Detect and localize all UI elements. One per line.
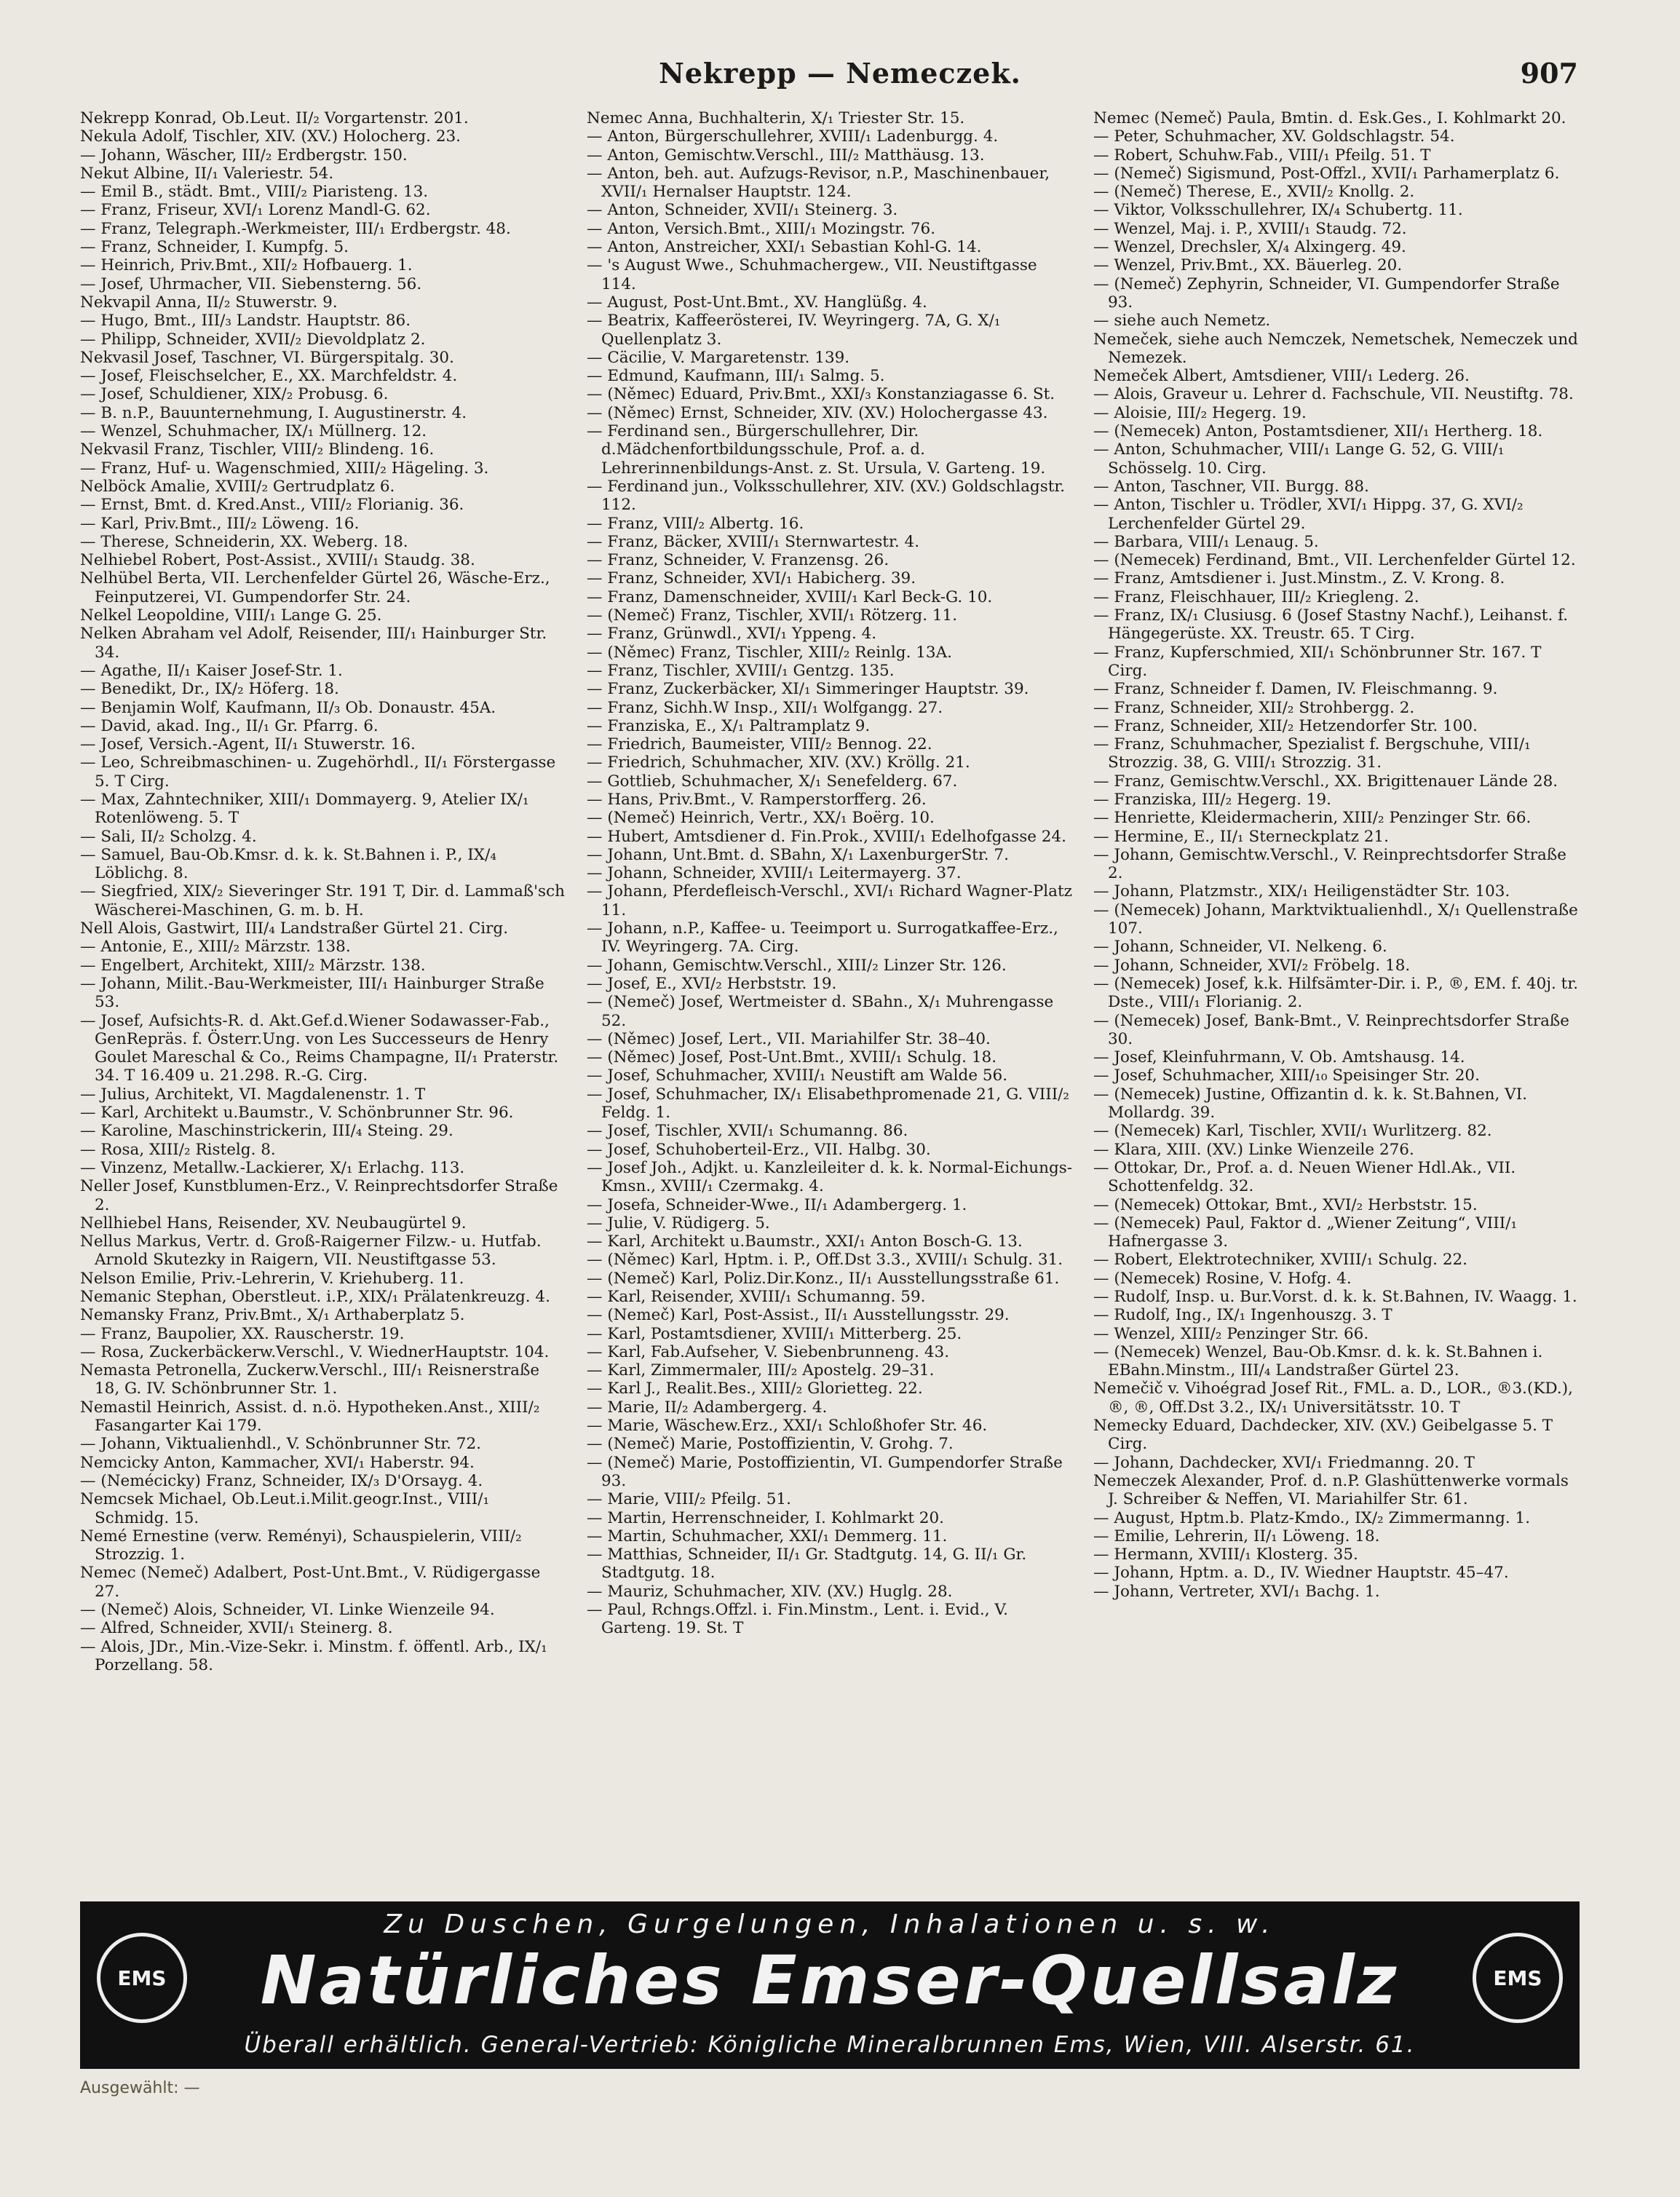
- directory-entry[interactable]: Nemeček, siehe auch Nemczek, Nemetschek, Nemeczek und Nemezek.: [1093, 330, 1578, 367]
- directory-entry[interactable]: — Anton, Schneider, XVII/₁ Steinerg. 3.: [587, 201, 898, 220]
- directory-entry[interactable]: — Mauriz, Schuhmacher, XIV. (XV.) Huglg. 28.: [587, 1582, 953, 1601]
- directory-entry[interactable]: — Robert, Elektrotechniker, XVIII/₁ Schulg. 22.: [1093, 1251, 1468, 1270]
- ad-footer: Überall erhältlich. General-Vertrieb: Königliche Mineralbrunnen Ems, Wien, VIII. Alserstr. 61.: [244, 2032, 1416, 2058]
- directory-entry[interactable]: — Wenzel, XIII/₂ Penzinger Str. 66.: [1093, 1324, 1369, 1343]
- directory-entry[interactable]: — Anton, beh. aut. Aufzugs-Revisor, n.P., Maschinenbauer, XVII/₁ Hernalser Hauptstr. 124.: [587, 164, 1050, 202]
- directory-entry[interactable]: — Johann, Hptm. a. D., IV. Wiedner Hauptstr. 45–47.: [1093, 1564, 1509, 1583]
- directory-entry[interactable]: Nell Alois, Gastwirt, III/₄ Landstraßer Gürtel 21. Cirg.: [80, 919, 509, 938]
- directory-entry[interactable]: Nekvasil Franz, Tischler, VIII/₂ Blindeng. 16.: [80, 440, 435, 459]
- directory-entry[interactable]: — Benjamin Wolf, Kaufmann, II/₃ Ob. Donaustr. 45A.: [80, 698, 496, 717]
- directory-entry[interactable]: Nemastil Heinrich, Assist. d. n.ö. Hypotheken.Anst., XIII/₂ Fasangarter Kai 179.: [80, 1398, 540, 1436]
- directory-entry[interactable]: — Johann, Gemischtw.Verschl., V. Reinprechtsdorfer Straße 2.: [1093, 845, 1566, 883]
- directory-entry[interactable]: — Anton, Anstreicher, XXI/₁ Sebastian Kohl-G. 14.: [587, 238, 982, 257]
- directory-entry[interactable]: — Siegfried, XIX/₂ Sieveringer Str. 191 T, Dir. d. Lammaß'sch Wäscherei-Maschinen, G. m. b. H.: [80, 882, 565, 919]
- directory-entry[interactable]: Nelkel Leopoldine, VIII/₁ Lange G. 25.: [80, 606, 382, 625]
- directory-entry[interactable]: Nemcsek Michael, Ob.Leut.i.Milit.geogr.Inst., VIII/₁ Schmidg. 15.: [80, 1490, 490, 1527]
- directory-entry[interactable]: Nemečič v. Vihoégrad Josef Rit., FML. a. D., LOR., ®3.(KD.), ®, ®, Off.Dst 3.2., IX/₁ Universitätsstr. 10. T: [1093, 1379, 1573, 1417]
- directory-entry[interactable]: — Anton, Bürgerschullehrer, XVIII/₁ Ladenburgg. 4.: [587, 127, 999, 146]
- directory-entry[interactable]: — Franz, Schneider, V. Franzensg. 26.: [587, 551, 889, 570]
- directory-entry[interactable]: — Rosa, XIII/₂ Ristelg. 8.: [80, 1140, 276, 1159]
- directory-entry[interactable]: — Alfred, Schneider, XVII/₁ Steinerg. 8.: [80, 1619, 393, 1638]
- directory-entry[interactable]: — Anton, Taschner, VII. Burgg. 88.: [1093, 477, 1369, 496]
- directory-entry[interactable]: — Martin, Herrenschneider, I. Kohlmarkt 20.: [587, 1508, 945, 1527]
- directory-entry[interactable]: — (Nemecek) Paul, Faktor d. „Wiener Zeitung“, VIII/₁ Hafnergasse 3.: [1093, 1214, 1518, 1251]
- ad-tagline: Zu Duschen, Gurgelungen, Inhalationen u. s. w.: [384, 1909, 1276, 1939]
- directory-column-2: [587, 109, 1073, 1885]
- directory-entry[interactable]: — Karl, Architekt u.Baumstr., XXI/₁ Anton Bosch-G. 13.: [587, 1232, 1023, 1251]
- directory-entry[interactable]: — Franz, Telegraph.-Werkmeister, III/₁ Erdbergstr. 48.: [80, 219, 511, 238]
- directory-entry[interactable]: — Samuel, Bau-Ob.Kmsr. d. k. k. St.Bahnen i. P., IX/₄ Löblichg. 8.: [80, 845, 496, 883]
- directory-entry[interactable]: — (Nemeč) Karl, Poliz.Dir.Konz., II/₁ Ausstellungsstraße 61.: [587, 1269, 1060, 1288]
- directory-entry[interactable]: — (Nemecek) Justine, Offizantin d. k. k. St.Bahnen, VI. Mollardg. 39.: [1093, 1085, 1528, 1123]
- directory-entry[interactable]: — Hans, Priv.Bmt., V. Ramperstorfferg. 26.: [587, 790, 927, 809]
- directory-entry[interactable]: — Josef, Versich.-Agent, II/₁ Stuwerstr. 16.: [80, 735, 416, 754]
- directory-entry[interactable]: — Franziska, E., X/₁ Paltramplatz 9.: [587, 716, 871, 735]
- directory-entry[interactable]: — Johann, Platzmstr., XIX/₁ Heiligenstädter Str. 103.: [1093, 882, 1510, 901]
- directory-entry[interactable]: — Marie, II/₂ Adambergerg. 4.: [587, 1398, 828, 1417]
- directory-entry[interactable]: — (Nemeč) Karl, Post-Assist., II/₁ Ausstellungsstr. 29.: [587, 1306, 1010, 1325]
- directory-entry[interactable]: — 's August Wwe., Schuhmachergew., VII. Neustiftgasse 114.: [587, 256, 1037, 293]
- directory-entry[interactable]: — Ferdinand sen., Bürgerschullehrer, Dir. d.Mädchenfortbildungsschule, Prof. a. d. Lehrerinnenbildungs-Anst. z. St. Ursula, V. Garteng. 19.: [587, 422, 1046, 478]
- directory-entry[interactable]: — Josefa, Schneider-Wwe., II/₁ Adambergerg. 1.: [587, 1195, 967, 1214]
- directory-entry[interactable]: — Josef, E., XVI/₂ Herbststr. 19.: [587, 974, 837, 993]
- ems-seal-left: EMS: [97, 1933, 187, 2023]
- directory-entry[interactable]: — Karl, Fab.Aufseher, V. Siebenbrunneng. 43.: [587, 1342, 950, 1361]
- directory-entry[interactable]: — Sali, II/₂ Scholzg. 4.: [80, 827, 257, 846]
- directory-entry[interactable]: — Franz, Fleischhauer, III/₂ Kriegleng. 2.: [1093, 587, 1419, 606]
- selection-label: Ausgewählt:: [80, 2079, 179, 2097]
- directory-entry[interactable]: — Viktor, Volksschullehrer, IX/₄ Schubertg. 11.: [1093, 201, 1463, 220]
- directory-entry[interactable]: Nellus Markus, Vertr. d. Groß-Raigerner Filzw.- u. Hutfab. Arnold Skutezky in Raigern, VII. Neustiftgasse 53.: [80, 1232, 542, 1270]
- directory-entry[interactable]: — Philipp, Schneider, XVII/₂ Dievoldplatz 2.: [80, 330, 426, 349]
- directory-entry[interactable]: — Matthias, Schneider, II/₁ Gr. Stadtgutg. 14, G. II/₁ Gr. Stadtgutg. 18.: [587, 1545, 1027, 1583]
- directory-entry[interactable]: — Karl, Priv.Bmt., III/₂ Löweng. 16.: [80, 514, 360, 533]
- directory-entry[interactable]: — August, Hptm.b. Platz-Kmdo., IX/₂ Zimmermanng. 1.: [1093, 1508, 1531, 1527]
- directory-entry[interactable]: — (Nemeč) Josef, Wertmeister d. SBahn., X/₁ Muhrengasse 52.: [587, 993, 1054, 1030]
- directory-entry[interactable]: — Johann, Schneider, XVIII/₁ Leitermayerg. 37.: [587, 864, 962, 883]
- directory-entry[interactable]: — Emil B., städt. Bmt., VIII/₂ Piaristeng. 13.: [80, 183, 429, 202]
- directory-entry[interactable]: Nekvapil Anna, II/₂ Stuwerstr. 9.: [80, 293, 338, 312]
- directory-entry[interactable]: — Franz, Schneider, I. Kumpfg. 5.: [80, 238, 349, 257]
- directory-entry[interactable]: — Peter, Schuhmacher, XV. Goldschlagstr. 54.: [1093, 127, 1455, 146]
- directory-entry[interactable]: — (Nemecek) Josef, k.k. Hilfsämter-Dir. i. P., ®, EM. f. 40j. tr. Dste., VIII/₁ Florianig. 2.: [1093, 974, 1579, 1012]
- page-header: [0, 57, 1680, 108]
- selection-status: [80, 2079, 1580, 2105]
- directory-entry[interactable]: — Johann, Viktualienhdl., V. Schönbrunner Str. 72.: [80, 1435, 482, 1454]
- directory-entry[interactable]: — Johann, Milit.-Bau-Werkmeister, III/₁ Hainburger Straße 53.: [80, 974, 544, 1012]
- directory-entry[interactable]: — Franz, Grünwdl., XVI/₁ Yppeng. 4.: [587, 625, 877, 644]
- directory-entry[interactable]: — Josef Joh., Adjkt. u. Kanzleileiter d. k. k. Normal-Eichungs-Kmsn., XVIII/₁ Czermakg. 4.: [587, 1158, 1073, 1196]
- directory-entry[interactable]: — Johann, Gemischtw.Verschl., XIII/₂ Linzer Str. 126.: [587, 956, 1007, 975]
- directory-entry[interactable]: — Julius, Architekt, VI. Magdalenenstr. 1. T: [80, 1085, 426, 1104]
- directory-entry[interactable]: — Karoline, Maschinstrickerin, III/₄ Steing. 29.: [80, 1122, 453, 1141]
- selection-value: —: [183, 2079, 200, 2097]
- directory-entry[interactable]: — Paul, Rchngs.Offzl. i. Fin.Minstm., Lent. i. Evid., V. Garteng. 19. St. T: [587, 1601, 1008, 1638]
- directory-entry[interactable]: — (Němec) Ernst, Schneider, XIV. (XV.) Holochergasse 43.: [587, 403, 1048, 422]
- directory-entry[interactable]: — Engelbert, Architekt, XIII/₂ Märzstr. 138.: [80, 956, 426, 975]
- directory-entry[interactable]: — Josef, Schuhmacher, XVIII/₁ Neustift am Walde 56.: [587, 1066, 1008, 1085]
- directory-entry[interactable]: — Marie, VIII/₂ Pfeilg. 51.: [587, 1490, 791, 1509]
- directory-entry[interactable]: Nelken Abraham vel Adolf, Reisender, III/₁ Hainburger Str. 34.: [80, 625, 547, 662]
- directory-entry[interactable]: — Aloisie, III/₂ Hegerg. 19.: [1093, 403, 1307, 422]
- directory-entry[interactable]: — Johann, Pferdefleisch-Verschl., XVI/₁ Richard Wagner-Platz 11.: [587, 882, 1072, 919]
- directory-entry[interactable]: — Cäcilie, V. Margaretenstr. 139.: [587, 348, 850, 367]
- directory-entry[interactable]: — Josef, Aufsichts-R. d. Akt.Gef.d.Wiener Sodawasser-Fab., GenRepräs. f. Österr.Ung. von Les Successeurs de Henry Goulet Mareschal & Co., Reims Champagne, II/₁ Praterstr. 34. T 16.409 u. 21.298. R.-G. Cirg.: [80, 1011, 559, 1085]
- directory-entry[interactable]: Nekula Adolf, Tischler, XIV. (XV.) Holocherg. 23.: [80, 127, 461, 146]
- directory-entry[interactable]: Nellhiebel Hans, Reisender, XV. Neubaugürtel 9.: [80, 1214, 467, 1232]
- directory-column-1: [80, 109, 566, 1885]
- directory-entry[interactable]: — (Nemecek) Wenzel, Bau-Ob.Kmsr. d. k. k. St.Bahnen i. EBahn.Minstm., III/₄ Landstraßer Gürtel 23.: [1093, 1342, 1543, 1380]
- directory-entry[interactable]: — Josef, Schuldiener, XIX/₂ Probusg. 6.: [80, 385, 389, 404]
- directory-entry[interactable]: Nemasta Petronella, Zuckerw.Verschl., III/₁ Reisnerstraße 18, G. IV. Schönbrunner Str. 1.: [80, 1361, 540, 1398]
- directory-entry[interactable]: — (Nemeč) Zephyrin, Schneider, VI. Gumpendorfer Straße 93.: [1093, 274, 1560, 312]
- directory-entry[interactable]: Nelhiebel Robert, Post-Assist., XVIII/₁ Staudg. 38.: [80, 551, 475, 570]
- directory-entry[interactable]: — (Němec) Eduard, Priv.Bmt., XXI/₃ Konstanziagasse 6. St.: [587, 385, 1055, 404]
- directory-entry[interactable]: Nelböck Amalie, XVIII/₂ Gertrudplatz 6.: [80, 477, 395, 496]
- directory-entry[interactable]: — Wenzel, Maj. i. P., XVIII/₁ Staudg. 72.: [1093, 219, 1407, 238]
- directory-entry[interactable]: — Franz, Baupolier, XX. Rauscherstr. 19.: [80, 1324, 405, 1343]
- directory-entry[interactable]: — Franz, Schneider, XII/₂ Strohbergg. 2.: [1093, 698, 1415, 717]
- directory-column-3: [1093, 109, 1580, 1885]
- directory-entry[interactable]: — Anton, Tischler u. Trödler, XVI/₁ Hippg. 37, G. XVI/₂ Lerchenfelder Gürtel 29.: [1093, 496, 1524, 533]
- directory-entry[interactable]: — (Nemecek) Rosine, V. Hofg. 4.: [1093, 1269, 1352, 1288]
- directory-entry[interactable]: — August, Post-Unt.Bmt., XV. Hanglüßg. 4.: [587, 293, 927, 312]
- directory-entry[interactable]: — (Nemeč) Heinrich, Vertr., XX/₁ Bоёrg. 10.: [587, 809, 935, 828]
- directory-entry[interactable]: — Johann, Unt.Bmt. d. SBahn, X/₁ LaxenburgerStr. 7.: [587, 845, 1009, 864]
- directory-entry[interactable]: — Alois, JDr., Min.-Vize-Sekr. i. Minstm. f. öffentl. Arb., IX/₁ Porzellang. 58.: [80, 1637, 547, 1674]
- directory-entry[interactable]: — (Nemeč) Sigismund, Post-Offzl., XVII/₁ Parhamerplatz 6.: [1093, 164, 1560, 183]
- directory-entry[interactable]: — (Nemecek) Johann, Marktviktualienhdl., X/₁ Quellenstraße 107.: [1093, 900, 1578, 938]
- directory-entry[interactable]: — (Němec) Josef, Lert., VII. Mariahilfer Str. 38–40.: [587, 1029, 991, 1048]
- directory-entry[interactable]: — Josef, Schuhoberteil-Erz., VII. Halbg. 30.: [587, 1140, 931, 1159]
- directory-entry[interactable]: — Heinrich, Priv.Bmt., XII/₂ Hofbauerg. 1.: [80, 256, 413, 275]
- directory-entry[interactable]: Nemec (Nemeč) Paula, Bmtin. d. Esk.Ges., I. Kohlmarkt 20.: [1093, 109, 1566, 127]
- directory-entry[interactable]: — Gottlieb, Schuhmacher, X/₁ Senefelderg. 67.: [587, 772, 958, 791]
- directory-entry[interactable]: — Max, Zahntechniker, XIII/₁ Dommayerg. 9, Atelier IX/₁ Rotenlöweng. 5. T: [80, 790, 529, 828]
- directory-entry[interactable]: — Rosa, Zuckerbäckerw.Verschl., V. WiednerHauptstr. 104.: [80, 1342, 550, 1361]
- directory-entry[interactable]: — Karl, Reisender, XVIII/₁ Schumanng. 59.: [587, 1288, 926, 1306]
- directory-entry[interactable]: — Josef, Schuhmacher, XIII/₁₀ Speisinger Str. 20.: [1093, 1066, 1480, 1085]
- directory-entry[interactable]: — Johann, Dachdecker, XVI/₁ Friedmanng. 20. T: [1093, 1453, 1475, 1472]
- directory-entry[interactable]: — Josef, Schuhmacher, IX/₁ Elisabethpromenade 21, G. VIII/₂ Feldg. 1.: [587, 1085, 1070, 1123]
- directory-entry[interactable]: — Hermine, E., II/₁ Sterneckplatz 21.: [1093, 827, 1389, 846]
- directory-entry[interactable]: — Beatrix, Kaffeerösterei, IV. Weyringerg. 7A, G. X/₁ Quellenplatz 3.: [587, 312, 1001, 349]
- directory-entry[interactable]: — Franz, Schneider f. Damen, IV. Fleischmanng. 9.: [1093, 680, 1498, 699]
- directory-entry[interactable]: — B. n.P., Bauunternehmung, I. Augustinerstr. 4.: [80, 403, 467, 422]
- directory-columns: [80, 109, 1580, 1885]
- directory-entry[interactable]: Nekrepp Konrad, Ob.Leut. II/₂ Vorgartenstr. 201.: [80, 109, 469, 127]
- directory-entry[interactable]: — Wenzel, Priv.Bmt., XX. Bäuerleg. 20.: [1093, 256, 1403, 275]
- directory-entry[interactable]: — Johann, Wäscher, III/₂ Erdbergstr. 150.: [80, 146, 408, 165]
- directory-entry[interactable]: — (Nemecek) Josef, Bank-Bmt., V. Reinprechtsdorfer Straße 30.: [1093, 1011, 1569, 1048]
- page-title: Nekrepp — Nemeczek.: [659, 57, 1021, 90]
- directory-entry[interactable]: — (Nemeč) Marie, Postoffizientin, VI. Gumpendorfer Straße 93.: [587, 1453, 1063, 1490]
- directory-entry[interactable]: — (Nemeč) Therese, E., XVII/₂ Knollg. 2.: [1093, 183, 1415, 202]
- directory-entry[interactable]: — Franz, VIII/₂ Albertg. 16.: [587, 514, 804, 533]
- directory-entry[interactable]: — Franz, Amtsdiener i. Just.Minstm., Z. V. Krong. 8.: [1093, 569, 1505, 588]
- directory-entry[interactable]: — Franz, Damenschneider, XVIII/₁ Karl Beck-G. 10.: [587, 587, 993, 606]
- directory-entry[interactable]: — Friedrich, Baumeister, VIII/₂ Bennog. 22.: [587, 735, 932, 754]
- directory-entry[interactable]: — Josef, Uhrmacher, VII. Siebensterng. 56.: [80, 274, 422, 293]
- directory-entry[interactable]: — Anton, Gemischtw.Verschl., III/₂ Matthäusg. 13.: [587, 146, 985, 165]
- directory-entry[interactable]: Nelson Emilie, Priv.-Lehrerin, V. Kriehuberg. 11.: [80, 1269, 464, 1288]
- directory-entry[interactable]: — Rudolf, Ing., IX/₁ Ingenhouszg. 3. T: [1093, 1306, 1392, 1325]
- directory-entry[interactable]: — Henriette, Kleidermacherin, XIII/₂ Penzinger Str. 66.: [1093, 809, 1532, 828]
- directory-entry[interactable]: — Franz, Schuhmacher, Spezialist f. Bergschuhe, VIII/₁ Strozzig. 38, G. VIII/₁ Strozzig. 31.: [1093, 735, 1531, 772]
- directory-entry[interactable]: — Franz, Schneider, XII/₂ Hetzendorfer Str. 100.: [1093, 716, 1478, 735]
- directory-entry[interactable]: — (Nemecek) Anton, Postamtsdiener, XII/₁ Hertherg. 18.: [1093, 422, 1543, 441]
- directory-entry[interactable]: — Anton, Schuhmacher, VIII/₁ Lange G. 52, G. VIII/₁ Schösselg. 10. Cirg.: [1093, 440, 1505, 478]
- directory-entry[interactable]: — (Nemecek) Ferdinand, Bmt., VII. Lerchenfelder Gürtel 12.: [1093, 551, 1576, 570]
- directory-entry[interactable]: — Johann, Vertreter, XVI/₁ Bachg. 1.: [1093, 1582, 1380, 1601]
- directory-entry[interactable]: — Anton, Versich.Bmt., XIII/₁ Mozingstr. 76.: [587, 219, 936, 238]
- directory-entry[interactable]: — Karl, Postamtsdiener, XVIII/₁ Mitterberg. 25.: [587, 1324, 962, 1343]
- directory-entry[interactable]: Nekvasil Josef, Taschner, VI. Bürgerspitalg. 30.: [80, 348, 454, 367]
- directory-entry[interactable]: Nelhübel Berta, VII. Lerchenfelder Gürtel 26, Wäsche-Erz., Feinputzerei, VI. Gumpendorfer Str. 24.: [80, 569, 550, 606]
- directory-entry[interactable]: — Karl, Architekt u.Baumstr., V. Schönbrunner Str. 96.: [80, 1104, 514, 1123]
- directory-entry[interactable]: — Franz, Sichh.W Insp., XII/₁ Wolfgangg. 27.: [587, 698, 943, 717]
- directory-entry[interactable]: — Franz, Schneider, XVI/₁ Habicherg. 39.: [587, 569, 916, 588]
- directory-entry[interactable]: Nekut Albine, II/₁ Valeriestr. 54.: [80, 164, 334, 183]
- directory-entry[interactable]: — Agathe, II/₁ Kaiser Josef-Str. 1.: [80, 661, 343, 680]
- directory-entry[interactable]: — Franziska, III/₂ Hegerg. 19.: [1093, 790, 1331, 809]
- directory-entry[interactable]: — Ottokar, Dr., Prof. a. d. Neuen Wiener Hdl.Ak., VII. Schottenfeldg. 32.: [1093, 1158, 1516, 1196]
- directory-entry[interactable]: — Therese, Schneiderin, XX. Weberg. 18.: [80, 532, 408, 551]
- directory-entry[interactable]: Nemeczek Alexander, Prof. d. n.P. Glashüttenwerke vormals J. Schreiber & Neffen, VI. Mariahilfer Str. 61.: [1093, 1471, 1569, 1509]
- directory-entry[interactable]: — Martin, Schuhmacher, XXI/₁ Demmerg. 11.: [587, 1527, 948, 1545]
- directory-entry[interactable]: — Marie, Wäschew.Erz., XXI/₁ Schloßhofer Str. 46.: [587, 1417, 988, 1436]
- directory-entry[interactable]: — Barbara, VIII/₁ Lenaug. 5.: [1093, 532, 1319, 551]
- directory-entry[interactable]: — Emilie, Lehrerin, II/₁ Löweng. 18.: [1093, 1527, 1380, 1545]
- directory-entry[interactable]: — (Němec) Josef, Post-Unt.Bmt., XVIII/₁ Schulg. 18.: [587, 1048, 997, 1067]
- directory-entry[interactable]: — Franz, Friseur, XVI/₁ Lorenz Mandl-G. 62.: [80, 201, 431, 220]
- directory-entry[interactable]: — Franz, IX/₁ Clusiusg. 6 (Josef Stastny Nachf.), Leihanst. f. Hängegerüste. XX. Treustr. 65. T Cirg.: [1093, 606, 1569, 644]
- directory-entry[interactable]: — Franz, Huf- u. Wagenschmied, XIII/₂ Hägeling. 3.: [80, 459, 489, 478]
- directory-entry[interactable]: — Vinzenz, Metallw.-Lackierer, X/₁ Erlachg. 113.: [80, 1158, 465, 1177]
- directory-entry[interactable]: — David, akad. Ing., II/₁ Gr. Pfarrg. 6.: [80, 716, 379, 735]
- directory-entry[interactable]: — Hermann, XVIII/₁ Klosterg. 35.: [1093, 1545, 1358, 1564]
- directory-entry[interactable]: — Ferdinand jun., Volksschullehrer, XIV. (XV.) Goldschlagstr. 112.: [587, 477, 1066, 515]
- directory-entry[interactable]: — Wenzel, Drechsler, X/₄ Alxingerg. 49.: [1093, 238, 1406, 257]
- ad-headline: Natürliches Emser-Quellsalz: [260, 1941, 1400, 2019]
- directory-entry[interactable]: Nemec Anna, Buchhalterin, X/₁ Triester Str. 15.: [587, 109, 965, 127]
- directory-entry[interactable]: — Johann, n.P., Kaffee- u. Teeimport u. Surrogatkaffee-Erz., IV. Weyringerg. 7A. Cirg.: [587, 919, 1058, 957]
- advertisement-banner: [80, 1901, 1580, 2069]
- directory-entry[interactable]: — Josef, Fleischselcher, E., XX. Marchfeldstr. 4.: [80, 367, 458, 386]
- directory-entry[interactable]: — Karl J., Realit.Bes., XIII/₂ Glorietteg. 22.: [587, 1379, 923, 1398]
- directory-entry[interactable]: — Rudolf, Insp. u. Bur.Vorst. d. k. k. St.Bahnen, IV. Waagg. 1.: [1093, 1288, 1577, 1306]
- directory-entry[interactable]: — Franz, Zuckerbäcker, XI/₁ Simmeringer Hauptstr. 39.: [587, 680, 1029, 699]
- directory-entry[interactable]: — Josef, Tischler, XVII/₁ Schumanng. 86.: [587, 1122, 908, 1141]
- directory-entry[interactable]: — Leo, Schreibmaschinen- u. Zugehörhdl., II/₁ Förstergasse 5. T Cirg.: [80, 753, 556, 791]
- directory-entry[interactable]: — Friedrich, Schuhmacher, XIV. (XV.) Kröllg. 21.: [587, 753, 970, 772]
- directory-entry[interactable]: — Antonie, E., XIII/₂ Märzstr. 138.: [80, 938, 351, 957]
- directory-entry[interactable]: — Ernst, Bmt. d. Kred.Anst., VIII/₂ Florianig. 36.: [80, 496, 464, 515]
- directory-entry[interactable]: — siehe auch Nemetz.: [1093, 312, 1271, 330]
- directory-entry[interactable]: — Benedikt, Dr., IX/₂ Höferg. 18.: [80, 680, 339, 699]
- ems-seal-right: EMS: [1473, 1933, 1563, 2023]
- page-number: 907: [1520, 57, 1578, 90]
- directory-entry[interactable]: — (Nemeč) Marie, Postoffizientin, V. Grohg. 7.: [587, 1435, 954, 1454]
- directory-entry[interactable]: — Julie, V. Rüdigerg. 5.: [587, 1214, 770, 1232]
- directory-entry[interactable]: — Franz, Kupferschmied, XII/₁ Schönbrunner Str. 167. T Cirg.: [1093, 643, 1542, 680]
- directory-entry[interactable]: — Hubert, Amtsdiener d. Fin.Prok., XVIII/₁ Edelhofgasse 24.: [587, 827, 1066, 846]
- directory-entry[interactable]: Nemansky Franz, Priv.Bmt., X/₁ Arthaberplatz 5.: [80, 1306, 465, 1325]
- directory-entry[interactable]: — (Nemeč) Alois, Schneider, VI. Linke Wienzeile 94.: [80, 1601, 495, 1620]
- directory-entry[interactable]: Nemanic Stephan, Oberstleut. i.P., XIX/₁ Prälatenkreuzg. 4.: [80, 1288, 550, 1306]
- directory-entry[interactable]: — (Nemecek) Karl, Tischler, XVII/₁ Wurlitzerg. 82.: [1093, 1122, 1492, 1141]
- directory-entry[interactable]: — Wenzel, Schuhmacher, IX/₁ Müllnerg. 12.: [80, 422, 427, 441]
- directory-entry[interactable]: — Hugo, Bmt., III/₃ Landstr. Hauptstr. 86.: [80, 312, 411, 330]
- directory-entry[interactable]: — (Němec) Franz, Tischler, XIII/₂ Reinlg. 13A.: [587, 643, 952, 662]
- directory-entry[interactable]: — Karl, Zimmermaler, III/₂ Apostelg. 29–31.: [587, 1361, 935, 1380]
- directory-entry[interactable]: — (Němec) Karl, Hptm. i. P., Off.Dst 3.3., XVIII/₁ Schulg. 31.: [587, 1251, 1063, 1270]
- directory-entry[interactable]: — Josef, Kleinfuhrmann, V. Ob. Amtshausg. 14.: [1093, 1048, 1465, 1067]
- directory-entry[interactable]: — Edmund, Kaufmann, III/₁ Salmg. 5.: [587, 367, 885, 386]
- directory-entry[interactable]: — Alois, Graveur u. Lehrer d. Fachschule, VII. Neustiftg. 78.: [1093, 385, 1574, 404]
- directory-entry[interactable]: — Franz, Tischler, XVIII/₁ Gentzg. 135.: [587, 661, 895, 680]
- directory-entry[interactable]: — (Nemécicky) Franz, Schneider, IX/₃ D'Orsayg. 4.: [80, 1471, 483, 1490]
- directory-entry[interactable]: — Johann, Schneider, VI. Nelkeng. 6.: [1093, 938, 1387, 957]
- directory-entry[interactable]: Nemé Ernestine (verw. Reményi), Schauspielerin, VIII/₂ Strozzig. 1.: [80, 1527, 522, 1564]
- directory-entry[interactable]: Nemecky Eduard, Dachdecker, XIV. (XV.) Geibelgasse 5. T Cirg.: [1093, 1417, 1553, 1454]
- directory-entry[interactable]: Neller Josef, Kunstblumen-Erz., V. Reinprechtsdorfer Straße 2.: [80, 1177, 558, 1214]
- directory-entry[interactable]: — (Nemecek) Ottokar, Bmt., XVI/₂ Herbststr. 15.: [1093, 1195, 1478, 1214]
- directory-entry[interactable]: Nemcicky Anton, Kammacher, XVI/₁ Haberstr. 94.: [80, 1453, 475, 1472]
- directory-entry[interactable]: — Robert, Schuhw.Fab., VIII/₁ Pfeilg. 51. T: [1093, 146, 1431, 165]
- directory-entry[interactable]: Nemec (Nemeč) Adalbert, Post-Unt.Bmt., V. Rüdigergasse 27.: [80, 1564, 541, 1601]
- directory-entry[interactable]: Nemeček Albert, Amtsdiener, VIII/₁ Lederg. 26.: [1093, 367, 1470, 386]
- directory-entry[interactable]: — Franz, Bäcker, XVIII/₁ Sternwartestr. 4.: [587, 532, 920, 551]
- directory-entry[interactable]: — Klara, XIII. (XV.) Linke Wienzeile 276.: [1093, 1140, 1414, 1159]
- directory-entry[interactable]: — Johann, Schneider, XVI/₂ Fröbelg. 18.: [1093, 956, 1411, 975]
- directory-entry[interactable]: — (Nemeč) Franz, Tischler, XVII/₁ Rötzerg. 11.: [587, 606, 958, 625]
- directory-entry[interactable]: — Franz, Gemischtw.Verschl., XX. Brigittenauer Lände 28.: [1093, 772, 1558, 791]
